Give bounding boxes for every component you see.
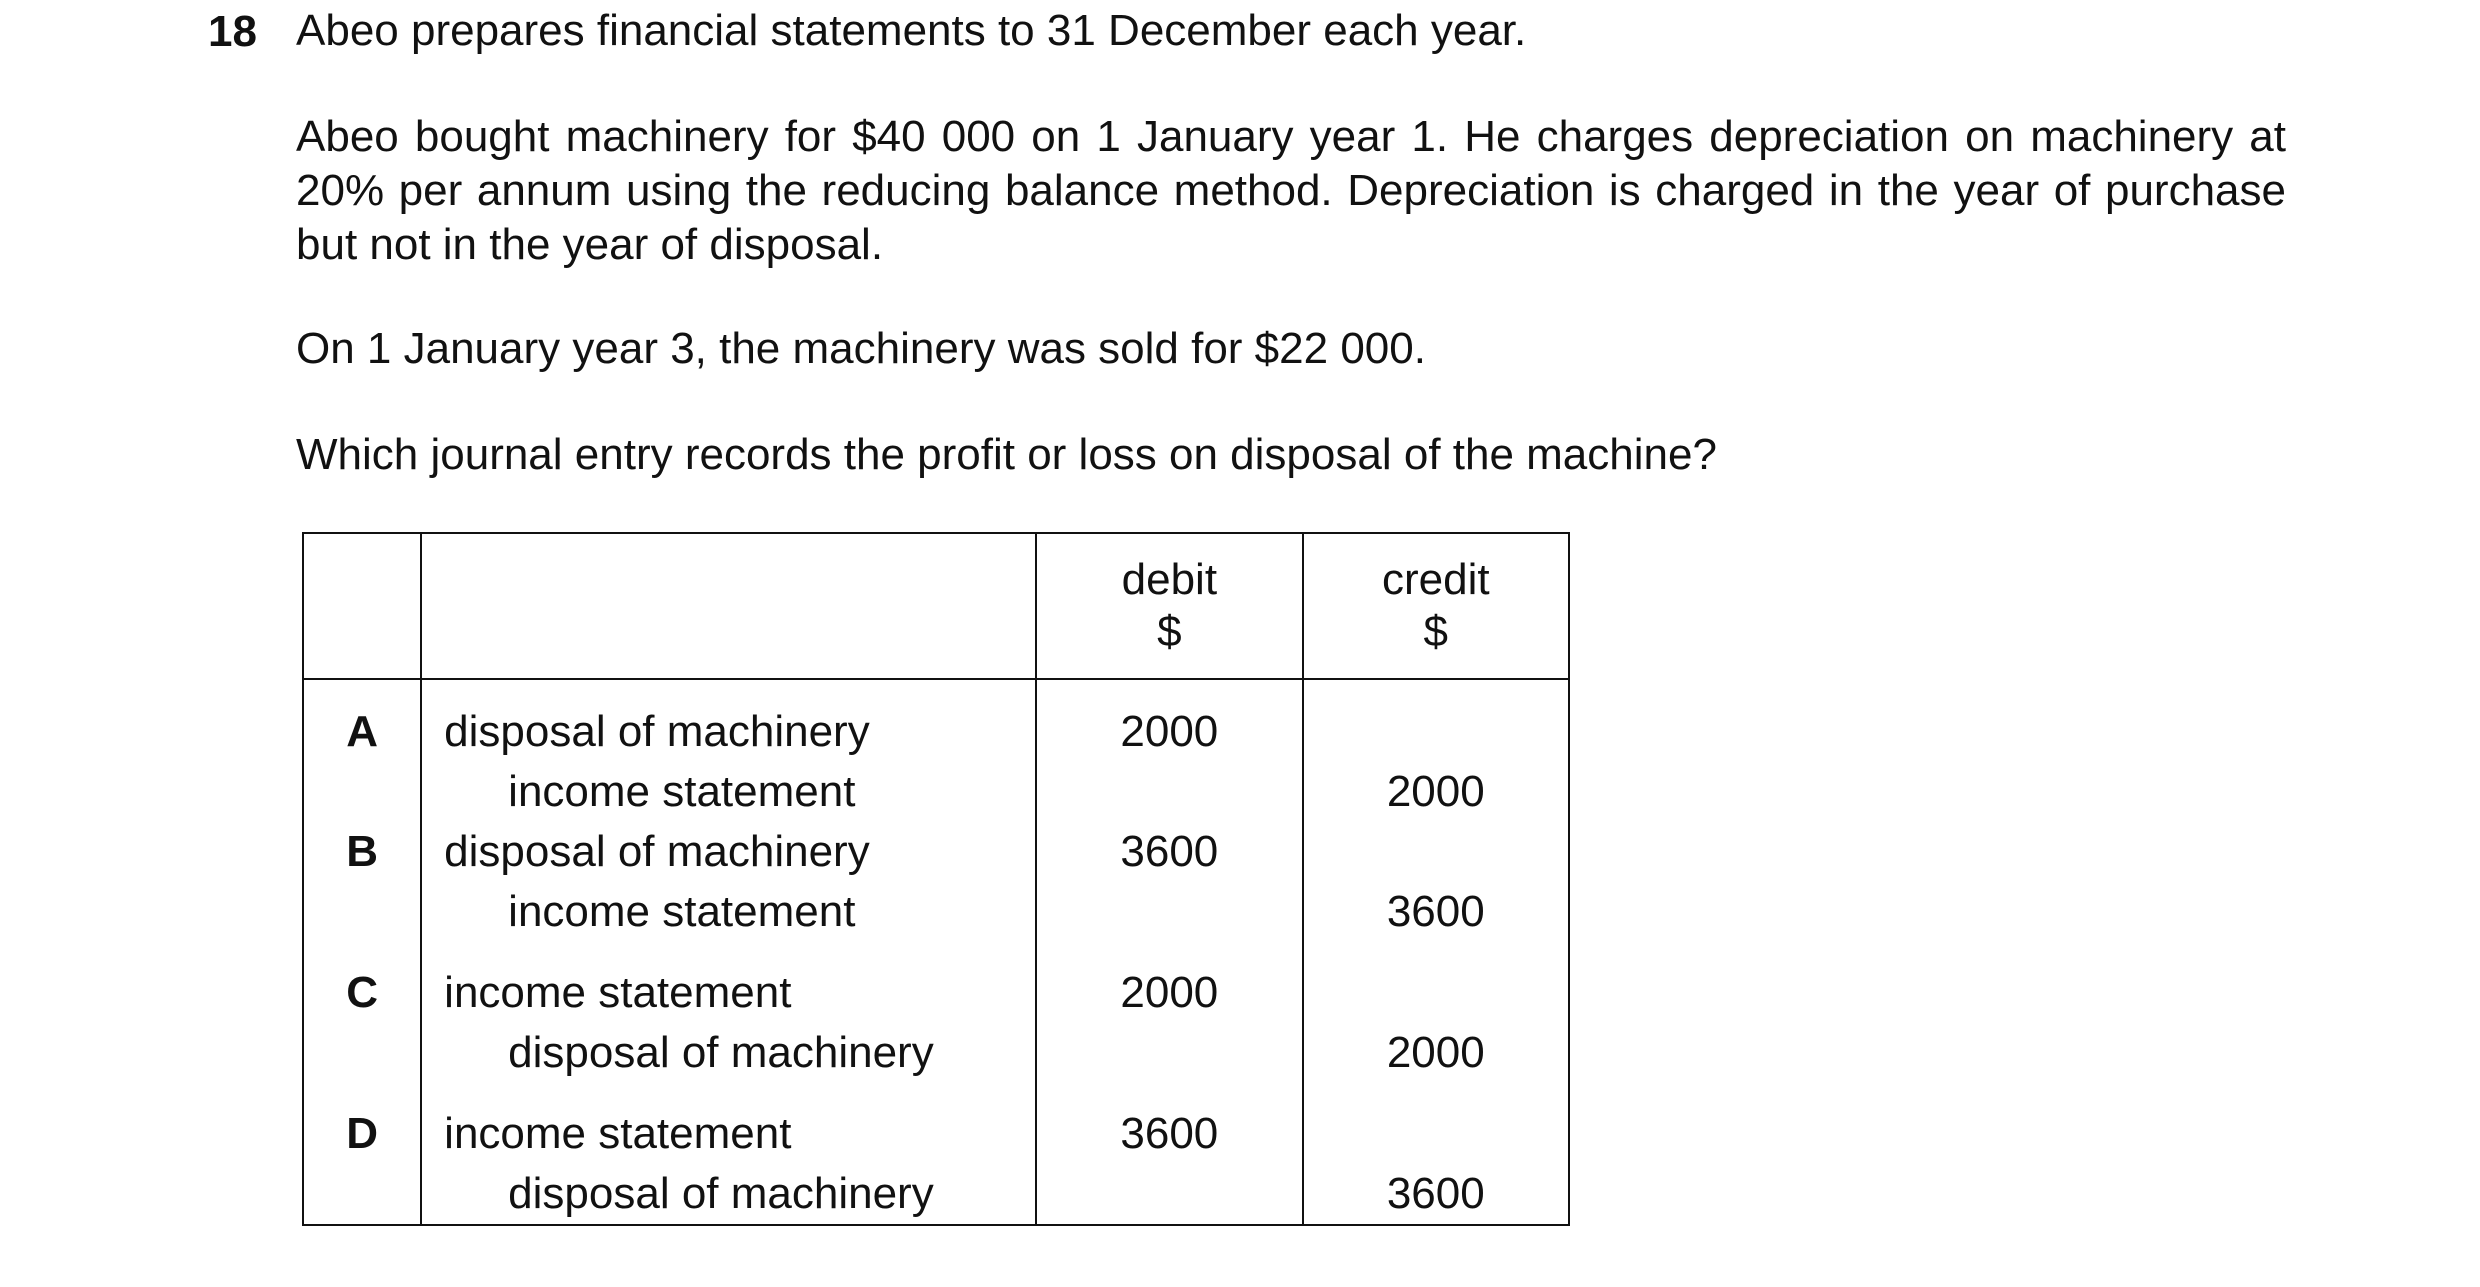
option-debit-account: income statement [444, 1109, 792, 1158]
header-debit-cell [1036, 533, 1302, 679]
question-number: 18 [208, 7, 257, 56]
question-intro: Abeo prepares financial statements to 31 December each year. [296, 6, 1527, 55]
answer-options-table [302, 532, 1570, 1226]
option-credit-amount: 3600 [1386, 1169, 1485, 1218]
header-debit-unit: $ [1157, 607, 1182, 656]
option-credit-account: disposal of machinery [508, 1028, 934, 1077]
option-debit-account: income statement [444, 968, 792, 1017]
option-debit-account: disposal of machinery [444, 707, 870, 756]
option-debit-amount: 2000 [1120, 968, 1219, 1017]
option-letter: B [346, 827, 378, 876]
header-debit-label: debit [1121, 555, 1218, 604]
option-debit-amount: 3600 [1120, 827, 1219, 876]
option-credit-account: income statement [508, 767, 856, 816]
header-credit-cell [1303, 533, 1569, 679]
option-letter: C [346, 968, 378, 1017]
option-credit-account: disposal of machinery [508, 1169, 934, 1218]
option-debit-account: disposal of machinery [444, 827, 870, 876]
option-row-a[interactable] [303, 679, 1569, 822]
question-sale-details: On 1 January year 3, the machinery was sold for $22 000. [296, 324, 1426, 373]
option-credit-account: income statement [508, 887, 856, 936]
option-credit-amount: 2000 [1386, 1028, 1485, 1077]
option-letter: D [346, 1109, 378, 1158]
question-prompt: Which journal entry records the profit or loss on disposal of the machine? [296, 430, 1717, 479]
question-machinery-details: Abeo bought machinery for $40 000 on 1 January year 1. He charges depreciation on machinery at 20% per annum using the reducing balance method. Depreciation is charged in the year of purchase but not in the year of disposal. [296, 112, 2286, 269]
option-debit-amount: 3600 [1120, 1109, 1219, 1158]
option-credit-amount: 3600 [1386, 887, 1485, 936]
header-credit-unit: $ [1423, 607, 1449, 656]
option-credit-amount: 2000 [1386, 767, 1485, 816]
option-row-c[interactable] [303, 963, 1569, 1104]
option-debit-amount: 2000 [1120, 707, 1219, 756]
option-row-b[interactable] [303, 822, 1569, 963]
header-letter-cell [303, 533, 421, 679]
option-row-d[interactable] [303, 1104, 1569, 1225]
header-account-cell [421, 533, 1036, 679]
option-letter: A [346, 707, 378, 756]
header-credit-label: credit [1381, 555, 1490, 604]
table-header-row [303, 533, 1569, 679]
